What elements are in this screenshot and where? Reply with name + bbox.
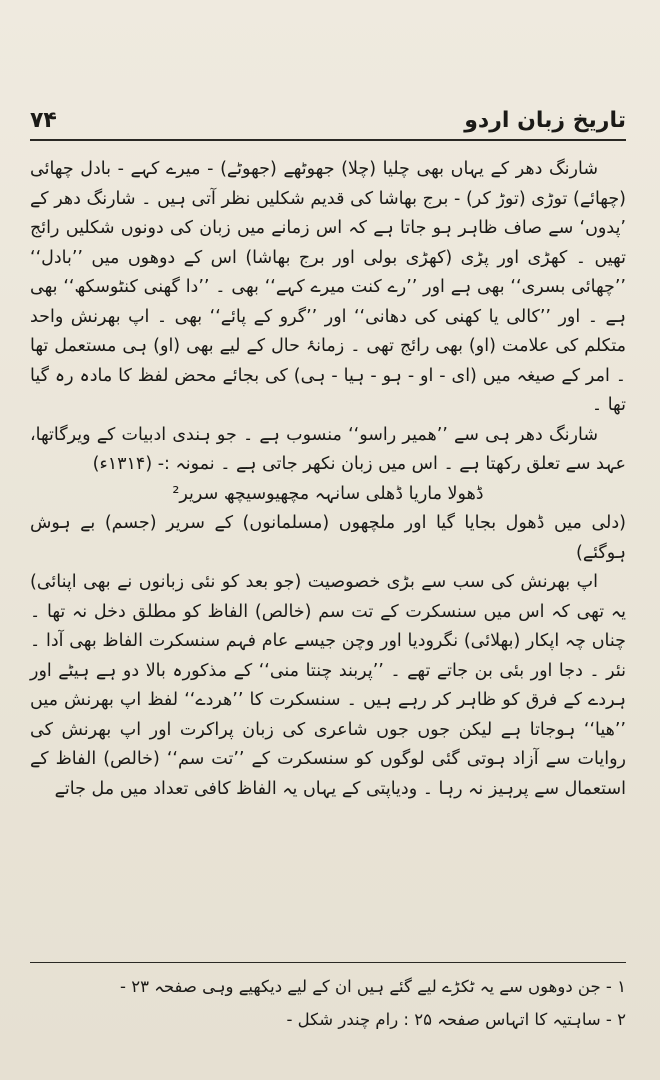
- verse-couplet: ڈھولا ماریا ڈھلی سانہہ مچھیوسیچھ سریر²: [172, 483, 484, 504]
- footnote: ۱ - جن دوھوں سے یہ ٹکڑے لیے گئے ہیں ان کے لیے دیکھیے وہی صفحہ ۲۳ -: [120, 977, 626, 996]
- footnotes: [30, 962, 626, 1039]
- verse-translation: (دلی میں ڈھول بجایا گیا اور ملچھوں (مسلمانوں) کے سریر (جسم) بے ہوش ہوگئے): [30, 513, 626, 563]
- footnote: ۲ - ساہتیہ کا اتہاس صفحہ ۲۵ : رام چندر شکل -: [286, 1010, 626, 1029]
- running-title: تاریخ زبان اردو: [464, 108, 626, 133]
- paragraph: شارنگ دھر کے یہاں بھی چلیا (چلا) جھوٹھے (جھوٹے) - میرے کہے - بادل چھائی (چھائے) توڑی (توڑ کر) - برج بھاشا کی قدیم شکلیں نظر آتی ہیں ۔ شارنگ دھر کے ’پدوں‘ سے صاف ظاہر ہو جاتا ہے کہ اس زمانے میں زبان کی دونوں شکلیں رائج تھیں ۔ کھڑی اور پڑی (کھڑی بولی اور برج بھاشا) اس کے دوھوں میں ’’بادل‘‘ ’’چھائی بسری‘‘ بھی ہے اور ’’رے کنت میرے کہے‘‘ بھی ۔ ’’دا گھنی کنٹوسکھ‘‘ بھی ہے ۔ اور ’’کالی یا کھنی کی دھانی‘‘ اور ’’گرو کے پائے‘‘ بھی ۔ اپ بھرنش واحد متکلم کی علامت (او) بھی رائج تھی ۔ زمانۂ حال کے لیے بھی (او) ہی مستعمل تھا ۔ امر کے صیغہ میں (ای - او - ہو - ہیا - ہی) کی بجائے محض لفظ کا مادہ رہ گیا تھا ۔: [30, 159, 626, 415]
- main-text: [30, 155, 626, 804]
- paragraph: اپ بھرنش کی سب سے بڑی خصوصیت (جو بعد کو نئی زبانوں نے بھی اپنائی) یہ تھی کہ اس میں سنسکرت کے تت سم (خالص) الفاظ کو مطلق دخل نہ تھا ۔ چناں چہ اپکار (بھلائی) نگرودیا اور وچن جیسے عام فہم سنسکرت الفاظ بھی آدا ۔ نئر ۔ دجا اور بئی بن جاتے تھے ۔ ’’پربند چنتا منی‘‘ کے مذکورہ بالا دو ہے ہیٹے اور ہردے کے فرق کو ظاہر کر رہے ہیں ۔ سنسکرت کا ’’ھردے‘‘ لفظ اپ بھرنش میں ’’ھیا‘‘ ہوجاتا ہے لیکن جوں جوں شاعری کی زبان پراکرت اور اپ بھرنش کی روایات سے آزاد ہوتی گئی لوگوں کو سنسکرت کے ’’تت سم‘‘ (خالص) الفاظ کے استعمال سے پرہیز نہ رہا ۔ ودیاپتی کے یہاں یہ الفاظ کافی تعداد میں مل جاتے: [30, 572, 626, 799]
- paragraph: شارنگ دھر ہی سے ’’ھمیر راسو‘‘ منسوب ہے ۔ جو ہندی ادبیات کے ویرگاتھا، عہد سے تعلق رکھتا ہے ۔ اس میں زبان نکھر جاتی ہے ۔ نمونہ :- (۱۳۱۴ء): [30, 424, 626, 474]
- page-number: ۷۴: [30, 108, 57, 133]
- page-header: [30, 108, 626, 141]
